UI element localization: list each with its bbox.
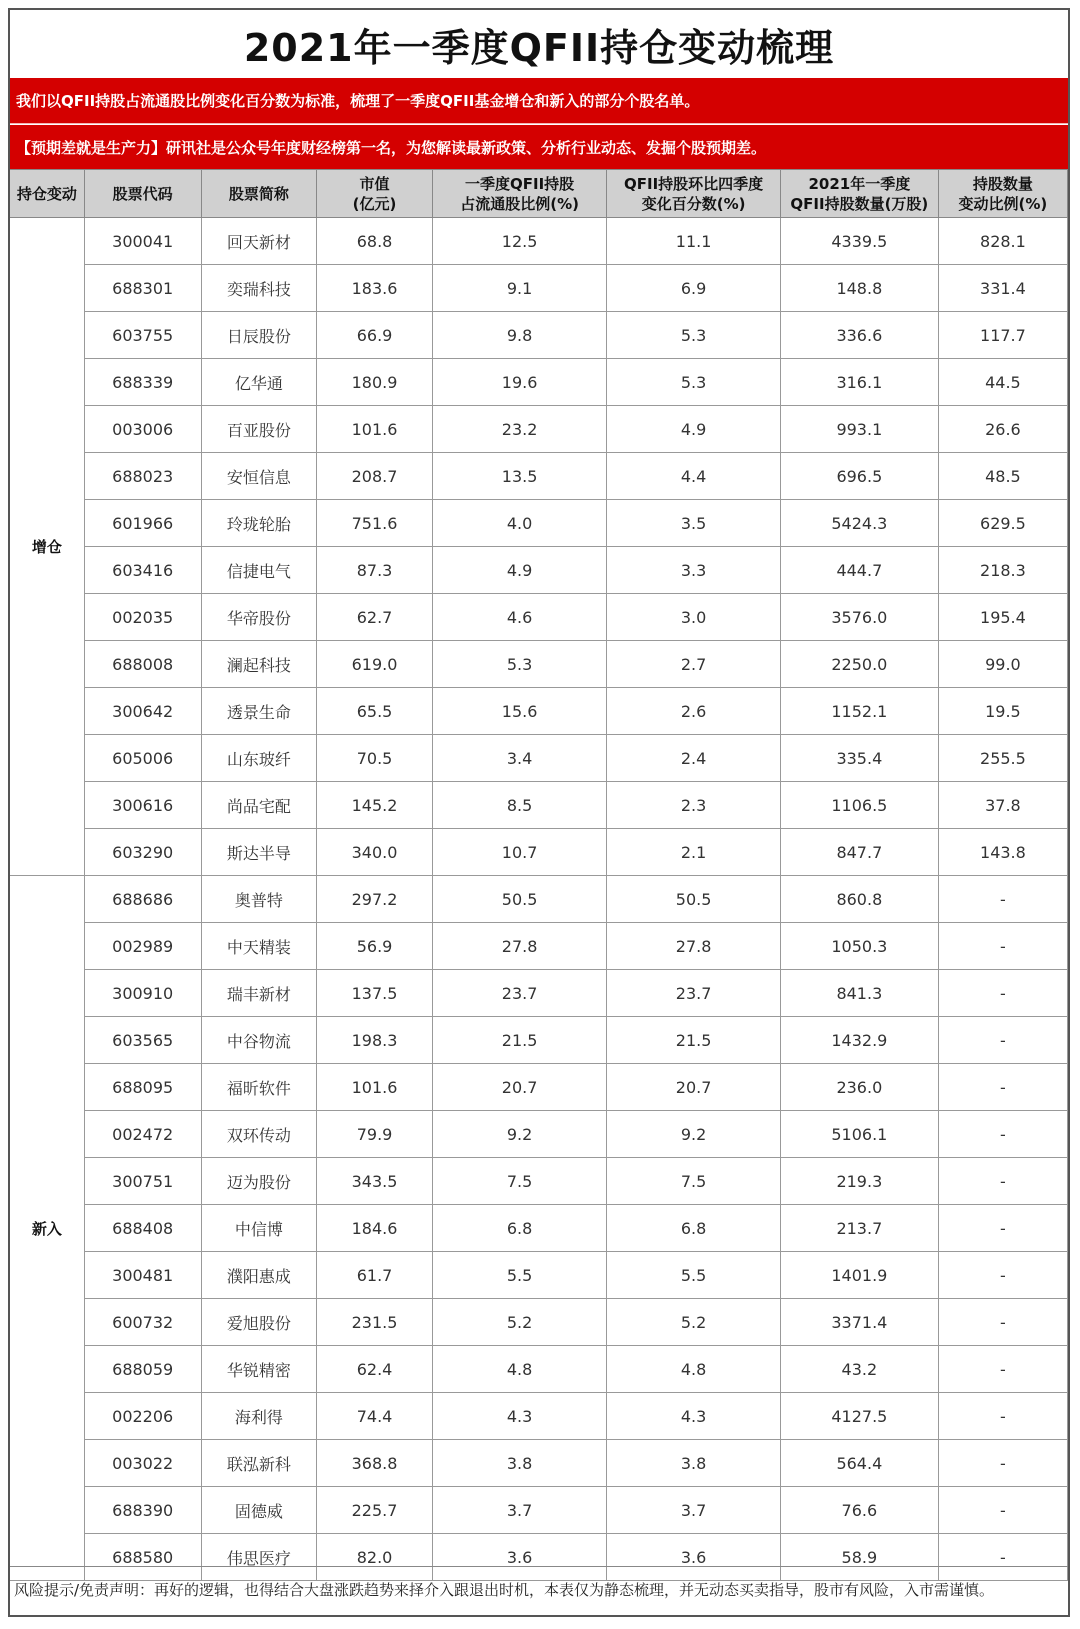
share-count-cell: 236.0: [780, 1064, 938, 1111]
table-row: [10, 1158, 1068, 1205]
float-ratio-cell: 21.5: [432, 1017, 607, 1064]
share-count-cell: 1432.9: [780, 1017, 938, 1064]
stock-code-cell: 002989: [84, 923, 201, 970]
column-header-line: QFII持股环比四季度: [624, 174, 764, 193]
table-row: [10, 218, 1068, 265]
float-ratio-cell: 20.7: [432, 1064, 607, 1111]
intro-banner: 我们以QFII持股占流通股比例变化百分数为标准，梳理了一季度QFII基金增仓和新入的部分个股名单。: [10, 78, 1068, 124]
column-header-line: 股票代码: [112, 184, 173, 203]
stock-code-cell: 688059: [84, 1346, 201, 1393]
qoq-change-cell: 5.2: [607, 1299, 780, 1346]
market-cap-cell: 619.0: [317, 641, 433, 688]
share-change-ratio-cell: 143.8: [938, 829, 1067, 876]
share-change-ratio-cell: 26.6: [938, 406, 1067, 453]
float-ratio-cell: 13.5: [432, 453, 607, 500]
stock-name-cell: 安恒信息: [201, 453, 317, 500]
table-body: [10, 218, 1068, 1581]
table-row: [10, 547, 1068, 594]
float-ratio-cell: 3.8: [432, 1440, 607, 1487]
qoq-change-cell: 4.9: [607, 406, 780, 453]
share-count-cell: 336.6: [780, 312, 938, 359]
stock-name-cell: 奕瑞科技: [201, 265, 317, 312]
column-header: [432, 170, 607, 218]
qoq-change-cell: 11.1: [607, 218, 780, 265]
float-ratio-cell: 8.5: [432, 782, 607, 829]
stock-code-cell: 688580: [84, 1534, 201, 1581]
disclaimer: 风险提示/免责声明：再好的逻辑，也得结合大盘涨跌趋势来择介入跟退出时机，本表仅为静态梳理，并无动态买卖指导，股市有风险，入市需谨慎。: [10, 1566, 1068, 1611]
stock-code-cell: 603416: [84, 547, 201, 594]
stock-code-cell: 688339: [84, 359, 201, 406]
share-change-ratio-cell: -: [938, 1299, 1067, 1346]
share-count-cell: 2250.0: [780, 641, 938, 688]
share-change-ratio-cell: -: [938, 923, 1067, 970]
page-title: 2021年一季度QFII持仓变动梳理: [243, 25, 835, 70]
qoq-change-cell: 5.5: [607, 1252, 780, 1299]
table-row: [10, 1064, 1068, 1111]
market-cap-cell: 62.7: [317, 594, 433, 641]
stock-name-cell: 信捷电气: [201, 547, 317, 594]
share-count-cell: 3371.4: [780, 1299, 938, 1346]
table-row: [10, 1440, 1068, 1487]
table-header-row: [10, 170, 1068, 218]
table-row: [10, 1346, 1068, 1393]
share-count-cell: 860.8: [780, 876, 938, 923]
share-count-cell: 1152.1: [780, 688, 938, 735]
promo-banner: 【预期差就是生产力】研讯社是公众号年度财经榜第一名，为您解读最新政策、分析行业动态、发掘个股预期差。: [10, 125, 1068, 169]
stock-code-cell: 688390: [84, 1487, 201, 1534]
qoq-change-cell: 2.6: [607, 688, 780, 735]
share-count-cell: 43.2: [780, 1346, 938, 1393]
table-row: [10, 970, 1068, 1017]
qoq-change-cell: 3.6: [607, 1534, 780, 1581]
share-change-ratio-cell: 99.0: [938, 641, 1067, 688]
column-header-line: 市值: [359, 174, 390, 193]
column-header: [317, 170, 433, 218]
stock-code-cell: 603755: [84, 312, 201, 359]
column-header-line: 一季度QFII持股: [465, 174, 575, 193]
qoq-change-cell: 3.8: [607, 1440, 780, 1487]
stock-name-cell: 透景生命: [201, 688, 317, 735]
float-ratio-cell: 50.5: [432, 876, 607, 923]
stock-code-cell: 002472: [84, 1111, 201, 1158]
qoq-change-cell: 2.1: [607, 829, 780, 876]
table-row: [10, 1205, 1068, 1252]
qoq-change-cell: 6.9: [607, 265, 780, 312]
stock-name-cell: 双环传动: [201, 1111, 317, 1158]
share-change-ratio-cell: -: [938, 1440, 1067, 1487]
market-cap-cell: 198.3: [317, 1017, 433, 1064]
stock-code-cell: 003022: [84, 1440, 201, 1487]
float-ratio-cell: 7.5: [432, 1158, 607, 1205]
market-cap-cell: 137.5: [317, 970, 433, 1017]
stock-name-cell: 回天新材: [201, 218, 317, 265]
group-label: 新入: [10, 876, 84, 1581]
market-cap-cell: 184.6: [317, 1205, 433, 1252]
stock-name-cell: 澜起科技: [201, 641, 317, 688]
market-cap-cell: 70.5: [317, 735, 433, 782]
table-row: [10, 1299, 1068, 1346]
table-row: [10, 1393, 1068, 1440]
share-change-ratio-cell: 117.7: [938, 312, 1067, 359]
share-change-ratio-cell: -: [938, 1534, 1067, 1581]
share-change-ratio-cell: -: [938, 1393, 1067, 1440]
column-header-line: 股票简称: [228, 184, 289, 203]
qoq-change-cell: 20.7: [607, 1064, 780, 1111]
stock-code-cell: 688301: [84, 265, 201, 312]
stock-code-cell: 688023: [84, 453, 201, 500]
qoq-change-cell: 5.3: [607, 359, 780, 406]
column-header: [84, 170, 201, 218]
float-ratio-cell: 3.7: [432, 1487, 607, 1534]
share-count-cell: 335.4: [780, 735, 938, 782]
stock-code-cell: 688008: [84, 641, 201, 688]
share-change-ratio-cell: 331.4: [938, 265, 1067, 312]
float-ratio-cell: 9.1: [432, 265, 607, 312]
stock-name-cell: 爱旭股份: [201, 1299, 317, 1346]
float-ratio-cell: 19.6: [432, 359, 607, 406]
share-count-cell: 3576.0: [780, 594, 938, 641]
share-count-cell: 1106.5: [780, 782, 938, 829]
share-count-cell: 847.7: [780, 829, 938, 876]
column-header: [10, 170, 84, 218]
float-ratio-cell: 15.6: [432, 688, 607, 735]
market-cap-cell: 297.2: [317, 876, 433, 923]
market-cap-cell: 56.9: [317, 923, 433, 970]
column-header-line: 持仓变动: [16, 184, 77, 203]
table-row: [10, 641, 1068, 688]
share-count-cell: 213.7: [780, 1205, 938, 1252]
float-ratio-cell: 10.7: [432, 829, 607, 876]
qoq-change-cell: 2.7: [607, 641, 780, 688]
stock-code-cell: 688408: [84, 1205, 201, 1252]
column-header-line: QFII持股数量(万股): [790, 194, 929, 213]
group-label: 增仓: [10, 218, 84, 876]
market-cap-cell: 225.7: [317, 1487, 433, 1534]
stock-code-cell: 300616: [84, 782, 201, 829]
share-change-ratio-cell: 48.5: [938, 453, 1067, 500]
qoq-change-cell: 6.8: [607, 1205, 780, 1252]
stock-code-cell: 603565: [84, 1017, 201, 1064]
share-count-cell: 564.4: [780, 1440, 938, 1487]
share-count-cell: 76.6: [780, 1487, 938, 1534]
table-row: [10, 876, 1068, 923]
market-cap-cell: 79.9: [317, 1111, 433, 1158]
market-cap-cell: 183.6: [317, 265, 433, 312]
qoq-change-cell: 9.2: [607, 1111, 780, 1158]
share-count-cell: 993.1: [780, 406, 938, 453]
qoq-change-cell: 3.0: [607, 594, 780, 641]
share-change-ratio-cell: -: [938, 1111, 1067, 1158]
stock-name-cell: 百亚股份: [201, 406, 317, 453]
share-change-ratio-cell: -: [938, 1064, 1067, 1111]
column-header-line: (亿元): [352, 194, 397, 213]
stock-code-cell: 605006: [84, 735, 201, 782]
float-ratio-cell: 4.6: [432, 594, 607, 641]
share-count-cell: 316.1: [780, 359, 938, 406]
float-ratio-cell: 9.2: [432, 1111, 607, 1158]
float-ratio-cell: 27.8: [432, 923, 607, 970]
float-ratio-cell: 5.3: [432, 641, 607, 688]
market-cap-cell: 68.8: [317, 218, 433, 265]
share-count-cell: 5106.1: [780, 1111, 938, 1158]
market-cap-cell: 61.7: [317, 1252, 433, 1299]
stock-name-cell: 中天精装: [201, 923, 317, 970]
float-ratio-cell: 23.2: [432, 406, 607, 453]
share-count-cell: 4339.5: [780, 218, 938, 265]
share-change-ratio-cell: -: [938, 1346, 1067, 1393]
stock-name-cell: 奥普特: [201, 876, 317, 923]
float-ratio-cell: 6.8: [432, 1205, 607, 1252]
market-cap-cell: 368.8: [317, 1440, 433, 1487]
stock-name-cell: 尚品宅配: [201, 782, 317, 829]
share-change-ratio-cell: -: [938, 1487, 1067, 1534]
stock-name-cell: 迈为股份: [201, 1158, 317, 1205]
share-change-ratio-cell: -: [938, 1158, 1067, 1205]
market-cap-cell: 180.9: [317, 359, 433, 406]
column-header: [607, 170, 780, 218]
stock-code-cell: 688095: [84, 1064, 201, 1111]
table-row: [10, 1111, 1068, 1158]
qoq-change-cell: 7.5: [607, 1158, 780, 1205]
table-row: [10, 406, 1068, 453]
market-cap-cell: 82.0: [317, 1534, 433, 1581]
column-header-line: 变化百分数(%): [641, 194, 746, 213]
table-row: [10, 453, 1068, 500]
stock-name-cell: 亿华通: [201, 359, 317, 406]
qoq-change-cell: 27.8: [607, 923, 780, 970]
table-row: [10, 500, 1068, 547]
market-cap-cell: 62.4: [317, 1346, 433, 1393]
share-change-ratio-cell: 218.3: [938, 547, 1067, 594]
qoq-change-cell: 23.7: [607, 970, 780, 1017]
share-count-cell: 219.3: [780, 1158, 938, 1205]
float-ratio-cell: 4.8: [432, 1346, 607, 1393]
qoq-change-cell: 4.4: [607, 453, 780, 500]
qoq-change-cell: 2.4: [607, 735, 780, 782]
stock-code-cell: 002035: [84, 594, 201, 641]
share-change-ratio-cell: 828.1: [938, 218, 1067, 265]
float-ratio-cell: 3.4: [432, 735, 607, 782]
qoq-change-cell: 50.5: [607, 876, 780, 923]
table-row: [10, 594, 1068, 641]
market-cap-cell: 74.4: [317, 1393, 433, 1440]
market-cap-cell: 340.0: [317, 829, 433, 876]
share-change-ratio-cell: -: [938, 876, 1067, 923]
stock-name-cell: 中谷物流: [201, 1017, 317, 1064]
table-row: [10, 1487, 1068, 1534]
table-row: [10, 735, 1068, 782]
share-count-cell: 444.7: [780, 547, 938, 594]
stock-name-cell: 固德威: [201, 1487, 317, 1534]
stock-name-cell: 山东玻纤: [201, 735, 317, 782]
market-cap-cell: 101.6: [317, 406, 433, 453]
table-row: [10, 688, 1068, 735]
qoq-change-cell: 2.3: [607, 782, 780, 829]
table-row: [10, 782, 1068, 829]
table-row: [10, 1017, 1068, 1064]
share-count-cell: 841.3: [780, 970, 938, 1017]
stock-code-cell: 300642: [84, 688, 201, 735]
stock-code-cell: 300910: [84, 970, 201, 1017]
stock-name-cell: 斯达半导: [201, 829, 317, 876]
qoq-change-cell: 3.5: [607, 500, 780, 547]
table-row: [10, 1252, 1068, 1299]
share-count-cell: 148.8: [780, 265, 938, 312]
float-ratio-cell: 9.8: [432, 312, 607, 359]
share-change-ratio-cell: 629.5: [938, 500, 1067, 547]
qoq-change-cell: 3.7: [607, 1487, 780, 1534]
table-row: [10, 829, 1068, 876]
stock-name-cell: 玲珑轮胎: [201, 500, 317, 547]
stock-name-cell: 华锐精密: [201, 1346, 317, 1393]
table-row: [10, 312, 1068, 359]
market-cap-cell: 343.5: [317, 1158, 433, 1205]
float-ratio-cell: 12.5: [432, 218, 607, 265]
share-change-ratio-cell: -: [938, 970, 1067, 1017]
column-header-line: 2021年一季度: [808, 174, 911, 193]
stock-code-cell: 003006: [84, 406, 201, 453]
stock-code-cell: 300481: [84, 1252, 201, 1299]
qoq-change-cell: 4.8: [607, 1346, 780, 1393]
stock-code-cell: 300751: [84, 1158, 201, 1205]
stock-code-cell: 600732: [84, 1299, 201, 1346]
market-cap-cell: 231.5: [317, 1299, 433, 1346]
column-header: [938, 170, 1067, 218]
share-change-ratio-cell: 19.5: [938, 688, 1067, 735]
float-ratio-cell: 4.0: [432, 500, 607, 547]
float-ratio-cell: 23.7: [432, 970, 607, 1017]
stock-code-cell: 300041: [84, 218, 201, 265]
market-cap-cell: 145.2: [317, 782, 433, 829]
stock-name-cell: 濮阳惠成: [201, 1252, 317, 1299]
float-ratio-cell: 3.6: [432, 1534, 607, 1581]
share-count-cell: 1050.3: [780, 923, 938, 970]
stock-name-cell: 福昕软件: [201, 1064, 317, 1111]
share-count-cell: 1401.9: [780, 1252, 938, 1299]
float-ratio-cell: 4.3: [432, 1393, 607, 1440]
share-change-ratio-cell: -: [938, 1205, 1067, 1252]
document-frame: [8, 8, 1070, 1617]
stock-name-cell: 伟思医疗: [201, 1534, 317, 1581]
qoq-change-cell: 4.3: [607, 1393, 780, 1440]
share-change-ratio-cell: 44.5: [938, 359, 1067, 406]
stock-name-cell: 华帝股份: [201, 594, 317, 641]
float-ratio-cell: 4.9: [432, 547, 607, 594]
stock-code-cell: 603290: [84, 829, 201, 876]
qoq-change-cell: 5.3: [607, 312, 780, 359]
column-header-line: 占流通股比例(%): [460, 194, 579, 213]
market-cap-cell: 101.6: [317, 1064, 433, 1111]
stock-code-cell: 601966: [84, 500, 201, 547]
table-row: [10, 265, 1068, 312]
share-count-cell: 58.9: [780, 1534, 938, 1581]
market-cap-cell: 208.7: [317, 453, 433, 500]
float-ratio-cell: 5.2: [432, 1299, 607, 1346]
holdings-table: [10, 169, 1068, 1581]
share-count-cell: 5424.3: [780, 500, 938, 547]
stock-name-cell: 联泓新科: [201, 1440, 317, 1487]
table-row: [10, 359, 1068, 406]
table-row: [10, 923, 1068, 970]
share-change-ratio-cell: -: [938, 1017, 1067, 1064]
stock-code-cell: 688686: [84, 876, 201, 923]
column-header: [201, 170, 317, 218]
stock-name-cell: 日辰股份: [201, 312, 317, 359]
column-header-line: 持股数量: [972, 174, 1033, 193]
float-ratio-cell: 5.5: [432, 1252, 607, 1299]
market-cap-cell: 751.6: [317, 500, 433, 547]
share-change-ratio-cell: -: [938, 1252, 1067, 1299]
column-header-line: 变动比例(%): [958, 194, 1048, 213]
stock-code-cell: 002206: [84, 1393, 201, 1440]
share-count-cell: 4127.5: [780, 1393, 938, 1440]
qoq-change-cell: 3.3: [607, 547, 780, 594]
qoq-change-cell: 21.5: [607, 1017, 780, 1064]
share-count-cell: 696.5: [780, 453, 938, 500]
stock-name-cell: 中信博: [201, 1205, 317, 1252]
stock-name-cell: 瑞丰新材: [201, 970, 317, 1017]
stock-name-cell: 海利得: [201, 1393, 317, 1440]
share-change-ratio-cell: 255.5: [938, 735, 1067, 782]
market-cap-cell: 87.3: [317, 547, 433, 594]
share-change-ratio-cell: 37.8: [938, 782, 1067, 829]
market-cap-cell: 66.9: [317, 312, 433, 359]
column-header: [780, 170, 938, 218]
market-cap-cell: 65.5: [317, 688, 433, 735]
share-change-ratio-cell: 195.4: [938, 594, 1067, 641]
